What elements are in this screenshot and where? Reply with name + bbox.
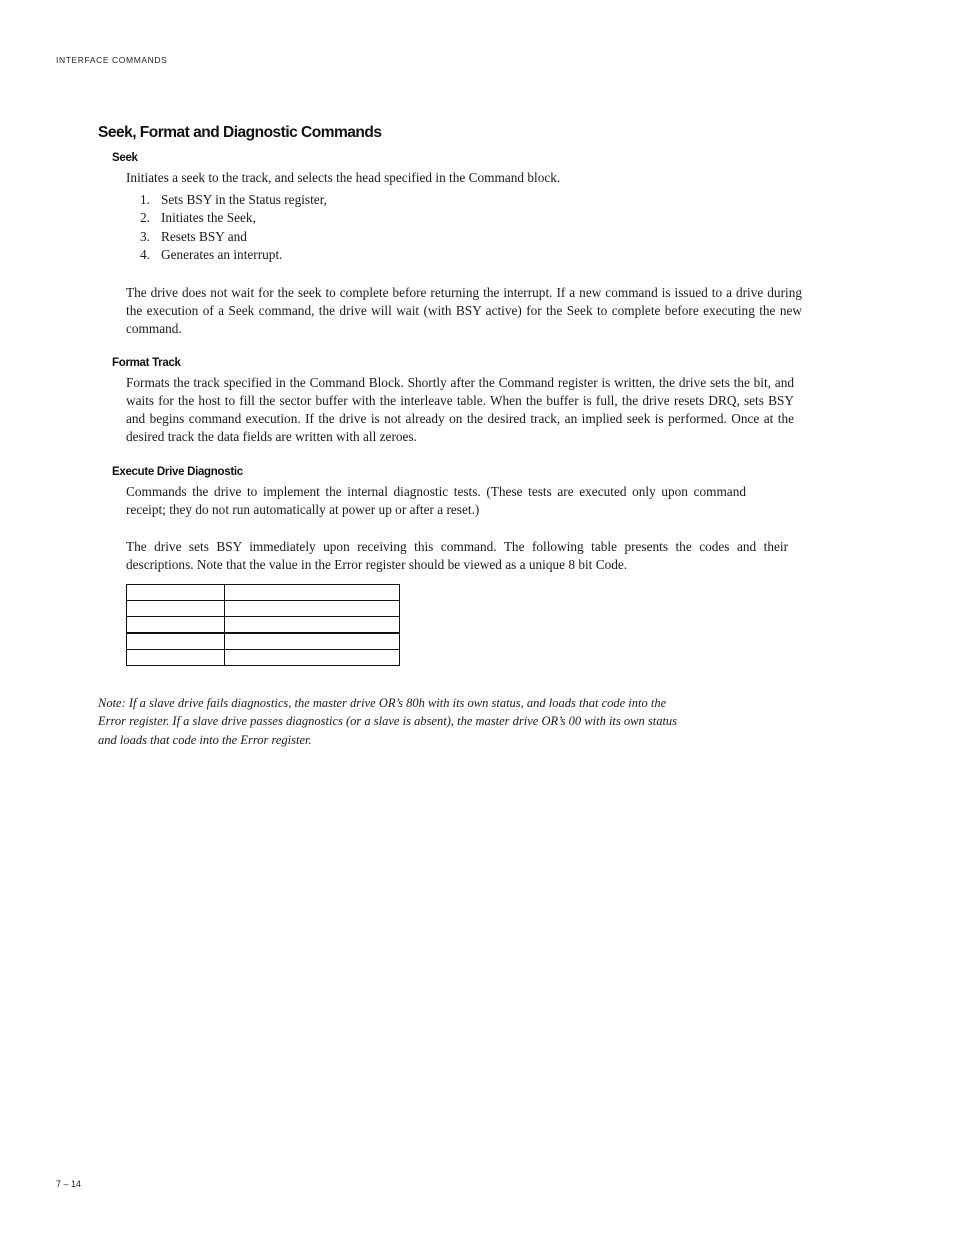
table-cell-description <box>225 650 400 666</box>
page-number: 7 – 14 <box>56 1179 82 1189</box>
seek-intro: Initiates a seek to the track, and selects the head specified in the Command block. <box>126 170 561 185</box>
table-cell-description <box>225 633 400 650</box>
table-cell-code <box>127 617 225 634</box>
diagnostic-paragraph-2: The drive sets BSY immediately upon receiving this command. The following table presents the codes and their descriptions. Note that the value in the Error register should be viewed as a unique 8 bit Code. <box>126 539 788 572</box>
table-cell-code <box>127 633 225 650</box>
diagnostic-codes-table <box>126 584 400 666</box>
table-cell-code <box>127 601 225 617</box>
table-row <box>127 650 400 666</box>
list-item-text: Generates an interrupt. <box>161 246 283 262</box>
list-item-number: 4. <box>140 246 150 262</box>
table-cell-description <box>225 601 400 617</box>
list-item-text: Sets BSY in the Status register, <box>161 192 327 207</box>
format-track-paragraph: Formats the track specified in the Command Block. Shortly after the Command register is written, the drive sets the bit, and waits for the host to fill the sector buffer with the interleave table. When the buffer is full, the drive resets DRQ, sets BSY and begins command execution. If the drive is not already on the desired track, an implied seek is performed. Once at the desired track the data fields are written with all zeroes. <box>126 375 794 444</box>
diagnostic-paragraph-1: Commands the drive to implement the internal diagnostic tests. (These tests are executed only upon command receipt; they do not run automatically at power up or after a reset.) <box>126 484 746 517</box>
table-row <box>127 601 400 617</box>
list-item <box>140 209 327 227</box>
format-track-heading: Format Track <box>112 357 181 369</box>
note-paragraph: Note: If a slave drive fails diagnostics, the master drive OR’s 80h with its own status, and loads that code into the Error register. If a slave drive passes diagnostics (or a slave is absent), the master drive OR’s 00 with its own status and loads that code into the Error register. <box>98 696 678 747</box>
list-item-number: 3. <box>140 228 150 244</box>
table-row <box>127 585 400 601</box>
list-item-number: 2. <box>140 210 150 226</box>
list-item <box>140 191 327 209</box>
table-row <box>127 633 400 650</box>
table-row <box>127 617 400 634</box>
seek-paragraph: The drive does not wait for the seek to complete before returning the interrupt. If a new command is issued to a drive during the execution of a Seek command, the drive will wait (with BSY active) for the Seek to complete before executing the new command. <box>126 285 802 336</box>
diagnostic-heading: Execute Drive Diagnostic <box>112 466 243 478</box>
list-item-text: Initiates the Seek, <box>161 210 256 226</box>
seek-steps-list <box>140 191 327 264</box>
table-cell-code <box>127 585 225 601</box>
list-item-text: Resets BSY and <box>161 228 247 244</box>
table-cell-description <box>225 617 400 634</box>
table-cell-description <box>225 585 400 601</box>
section-title: Seek, Format and Diagnostic Commands <box>98 124 382 141</box>
table-cell-code <box>127 650 225 666</box>
list-item <box>140 246 327 264</box>
list-item-number: 1. <box>140 192 150 207</box>
running-header: INTERFACE COMMANDS <box>56 55 168 65</box>
seek-heading: Seek <box>112 152 138 164</box>
list-item <box>140 228 327 246</box>
